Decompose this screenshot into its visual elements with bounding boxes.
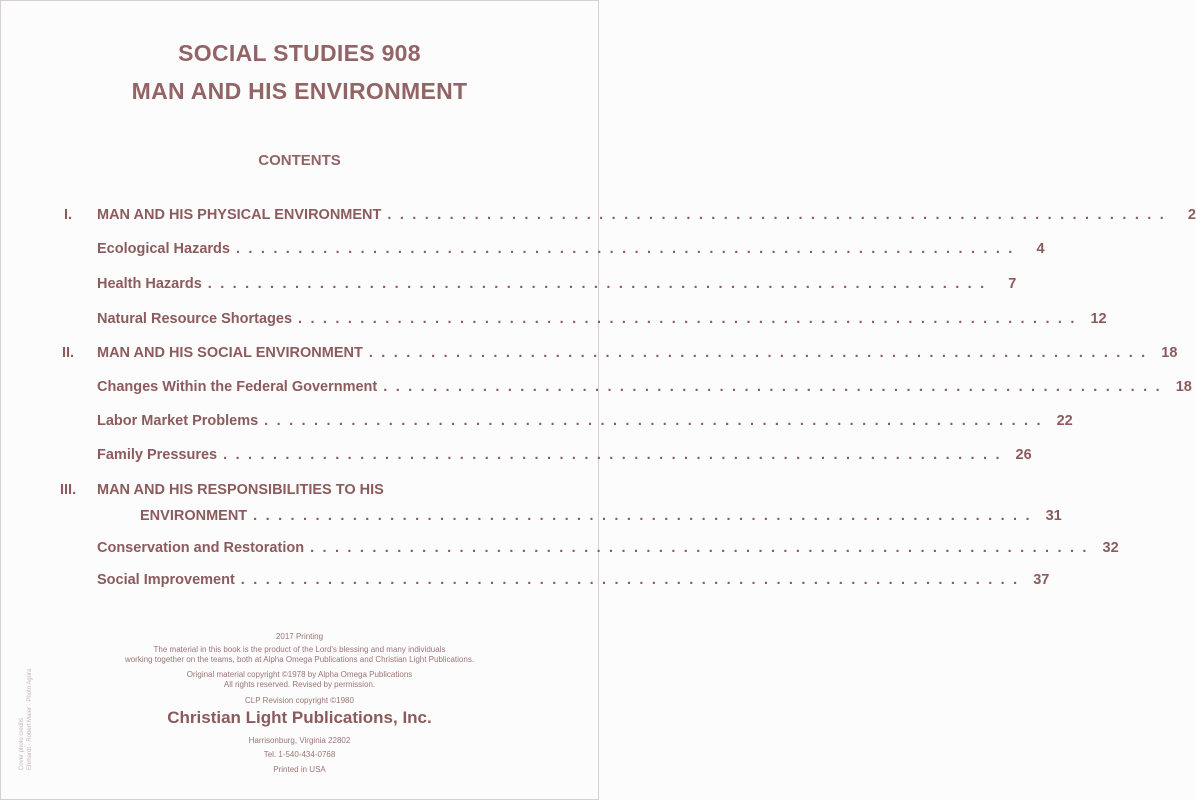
- toc-entry-title: Social Improvement: [97, 572, 235, 588]
- toc-entry-page: 26: [1015, 447, 1032, 463]
- toc-entry-family-pressures[interactable]: [97, 447, 1032, 463]
- toc-entry-page: 37: [1033, 572, 1050, 588]
- blessing-note-line2: working together on the teams, both at Alpha Omega Publications and Christian Light Publications.: [124, 655, 475, 664]
- toc-entry-title: Natural Resource Shortages: [97, 311, 293, 327]
- toc-entry-page: 22: [1056, 413, 1073, 429]
- toc-entry-section3-title-line1[interactable]: MAN AND HIS RESPONSIBILITIES TO HIS: [97, 482, 384, 498]
- toc-entry-title: Family Pressures: [97, 447, 218, 463]
- toc-entry-title: Conservation and Restoration: [97, 540, 305, 556]
- toc-entry-page: 18: [1175, 379, 1192, 395]
- toc-entry-section2[interactable]: [97, 345, 1178, 361]
- toc-leader-dots: . . . . . . . . . . . . . . . . . . . . . . . . . . . . . . . . . . . . . . . . . . . . . . . . . . . . . . . . . . . . . . .: [235, 241, 1015, 257]
- clp-revision-note: CLP Revision copyright ©1980: [245, 696, 354, 705]
- publisher-phone: Tel. 1-540-434-0768: [263, 750, 336, 759]
- toc-entry-labor-market-problems[interactable]: [97, 413, 1073, 429]
- toc-numeral-section2: II.: [62, 345, 75, 361]
- page-title-line2: MAN AND HIS ENVIRONMENT: [131, 78, 468, 104]
- printed-in-note: Printed in USA: [273, 765, 326, 774]
- toc-entry-ecological-hazards[interactable]: [97, 241, 1045, 257]
- toc-leader-dots: . . . . . . . . . . . . . . . . . . . . . . . . . . . . . . . . . . . . . . . . . . . . . . . . . . . . . . . . . . . . . . .: [240, 572, 1020, 588]
- toc-entry-page: 4: [1036, 241, 1045, 257]
- copyright-line1: Original material copyright ©1978 by Alpha Omega Publications: [186, 670, 413, 679]
- toc-entry-page: 32: [1102, 540, 1119, 556]
- toc-entry-page: 7: [1008, 276, 1017, 292]
- cover-photo-credit-line2: Ehrhardt · Robert Maier · Photo Agora: [27, 668, 33, 770]
- toc-entry-federal-government[interactable]: [97, 379, 1192, 395]
- toc-leader-dots: . . . . . . . . . . . . . . . . . . . . . . . . . . . . . . . . . . . . . . . . . . . . . . . . . . . . . . . . . . . . . . .: [310, 540, 1089, 556]
- toc-entry-title: MAN AND HIS PHYSICAL ENVIRONMENT: [97, 207, 382, 223]
- page-title-line1: SOCIAL STUDIES 908: [178, 40, 421, 66]
- printing-note: 2017 Printing: [275, 632, 324, 641]
- toc-entry-page: 31: [1045, 508, 1062, 524]
- toc-entry-section1[interactable]: [97, 207, 1196, 223]
- toc-leader-dots: . . . . . . . . . . . . . . . . . . . . . . . . . . . . . . . . . . . . . . . . . . . . . . . . . . . . . . . . . . . . . . .: [253, 508, 1032, 524]
- toc-leader-dots: . . . . . . . . . . . . . . . . . . . . . . . . . . . . . . . . . . . . . . . . . . . . . . . . . . . . . . . . . . . . . . .: [223, 447, 1002, 463]
- toc-entry-title: Labor Market Problems: [97, 413, 259, 429]
- copyright-line2: All rights reserved. Revised by permission.: [223, 680, 376, 689]
- toc-entry-section3[interactable]: [140, 508, 1062, 524]
- toc-numeral-section3: III.: [60, 482, 77, 498]
- toc-leader-dots: . . . . . . . . . . . . . . . . . . . . . . . . . . . . . . . . . . . . . . . . . . . . . . . . . . . . . . . . . . . . . . .: [387, 207, 1166, 223]
- toc-entry-title: Health Hazards: [97, 276, 202, 292]
- toc-numeral-section1: I.: [64, 207, 73, 223]
- toc-entry-conservation-restoration[interactable]: [97, 540, 1119, 556]
- toc-entry-health-hazards[interactable]: [97, 276, 1017, 292]
- contents-heading: CONTENTS: [258, 152, 341, 169]
- toc-entry-title: Changes Within the Federal Government: [97, 379, 378, 395]
- publisher-name: Christian Light Publications, Inc.: [167, 708, 432, 727]
- toc-entry-social-improvement[interactable]: [97, 572, 1050, 588]
- toc-entry-page: 18: [1161, 345, 1178, 361]
- toc-entry-page: 12: [1090, 311, 1107, 327]
- toc-entry-title: ENVIRONMENT: [140, 508, 248, 524]
- toc-entry-natural-resource-shortages[interactable]: [97, 311, 1107, 327]
- cover-photo-credit-line1: Cover photo credits: [19, 717, 25, 770]
- blessing-note-line1: The material in this book is the product of the Lord's blessing and many individuals: [153, 645, 446, 654]
- toc-leader-dots: . . . . . . . . . . . . . . . . . . . . . . . . . . . . . . . . . . . . . . . . . . . . . . . . . . . . . . . . . . . . . . .: [368, 345, 1148, 361]
- toc-entry-title: Ecological Hazards: [97, 241, 230, 257]
- cover-photo-credit: [18, 669, 34, 770]
- toc-entry-title: MAN AND HIS SOCIAL ENVIRONMENT: [97, 345, 363, 361]
- toc-leader-dots: . . . . . . . . . . . . . . . . . . . . . . . . . . . . . . . . . . . . . . . . . . . . . . . . . . . . . . . . . . . . . . .: [298, 311, 1077, 327]
- toc-leader-dots: . . . . . . . . . . . . . . . . . . . . . . . . . . . . . . . . . . . . . . . . . . . . . . . . . . . . . . . . . . . . . . .: [383, 379, 1162, 395]
- toc-leader-dots: . . . . . . . . . . . . . . . . . . . . . . . . . . . . . . . . . . . . . . . . . . . . . . . . . . . . . . . . . . . . . . .: [264, 413, 1043, 429]
- publisher-city: Harrisonburg, Virginia 22802: [248, 736, 351, 745]
- toc-entry-page: 2: [1187, 207, 1196, 223]
- toc-leader-dots: . . . . . . . . . . . . . . . . . . . . . . . . . . . . . . . . . . . . . . . . . . . . . . . . . . . . . . . . . . . . . . .: [207, 276, 987, 292]
